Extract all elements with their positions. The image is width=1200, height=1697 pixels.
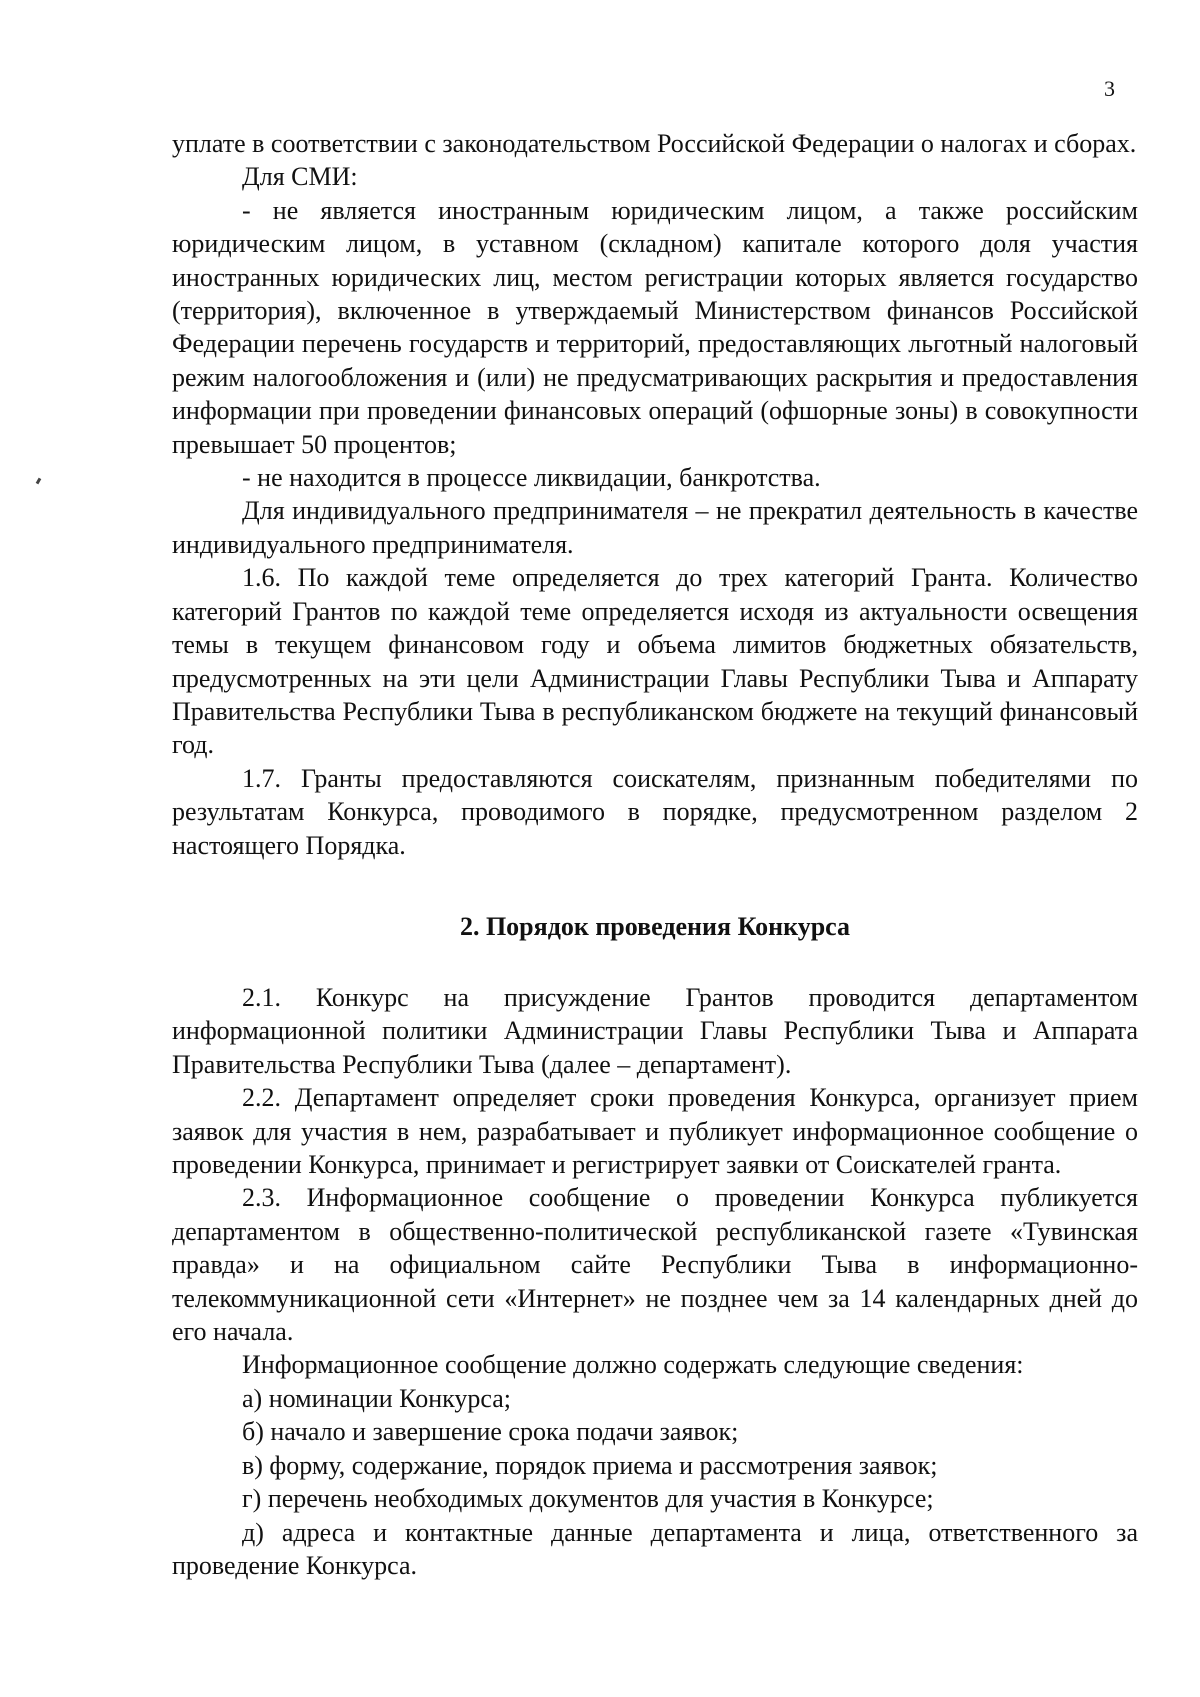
page-number: 3: [1104, 76, 1115, 101]
paragraph: уплате в соответствии с законодательством Российской Федерации о налогах и сборах.: [172, 129, 1137, 158]
list-item: в) форму, содержание, порядок приема и рассмотрения заявок;: [242, 1450, 938, 1480]
text-block-intro: [172, 127, 1138, 862]
list-item: д) адреса и контактные данные департамента и лица, ответственного за проведение Конкурса.: [172, 1517, 1138, 1580]
paragraph: 2.2. Департамент определяет сроки проведения Конкурса, организует прием заявок для участия в нем, разрабатывает и публикует информационное сообщение о проведении Конкурса, принимает и регистрирует заявки от Соискателей гранта.: [172, 1083, 1138, 1180]
paragraph: 1.7. Гранты предоставляются соискателям, признанным победителями по результатам Конкурса, проводимого в порядке, предусмотренном разделом 2 настоящего Порядка.: [172, 763, 1138, 860]
section-heading: 2. Порядок проведения Конкурса: [459, 912, 851, 941]
list-item: б) начало и завершение срока подачи заявок;: [242, 1417, 739, 1447]
scan-mark: [36, 478, 42, 485]
list-item: г) перечень необходимых документов для участия в Конкурсе;: [242, 1484, 934, 1514]
paragraph: 1.6. По каждой теме определяется до трех категорий Гранта. Количество категорий Грантов по каждой теме определяется исходя из актуальности освещения темы в текущем финансовом году и объема лимитов бюджетных обязательств, предусмотренных на эти цели Администрации Главы Республики Тыва и Аппарату Правительства Республики Тыва в республиканском бюджете на текущий финансовый год.: [172, 563, 1138, 760]
paragraph: 2.1. Конкурс на присуждение Грантов проводится департаментом информационной политики Администрации Главы Республики Тыва и Аппарата Правительства Республики Тыва (далее – департамент).: [172, 983, 1138, 1079]
paragraph: - не является иностранным юридическим лицом, а также российским юридическим лицом, в уставном (складном) капитале которого доля участия иностранных юридических лиц, местом регистрации которых является государство (территория), включенное в утверждаемый Министерством финансов Российской Федерации перечень государств и территорий, предоставляющих льготный налоговый режим налогообложения и (или) не предусматривающих раскрытия и предоставления информации при проведении финансовых операций (офшорные зоны) в совокупности превышает 50 процентов;: [172, 195, 1138, 459]
paragraph: - не находится в процессе ликвидации, банкротства.: [242, 463, 821, 493]
paragraph: Информационное сообщение должно содержать следующие сведения:: [242, 1350, 1024, 1380]
paragraph: Для индивидуального предпринимателя – не прекратил деятельность в качестве индивидуального предпринимателя.: [172, 496, 1138, 559]
list-item: а) номинации Конкурса;: [242, 1383, 512, 1413]
paragraph: Для СМИ:: [242, 162, 358, 192]
paragraph: 2.3. Информационное сообщение о проведении Конкурса публикуется департаментом в общественно-политической республиканской газете «Тувинская правда» и на официальном сайте Республики Тыва в информационно-телекоммуникационной сети «Интернет» не позднее чем за 14 календарных дней до его начала.: [172, 1183, 1138, 1347]
text-block-section-2: [172, 981, 1138, 1582]
